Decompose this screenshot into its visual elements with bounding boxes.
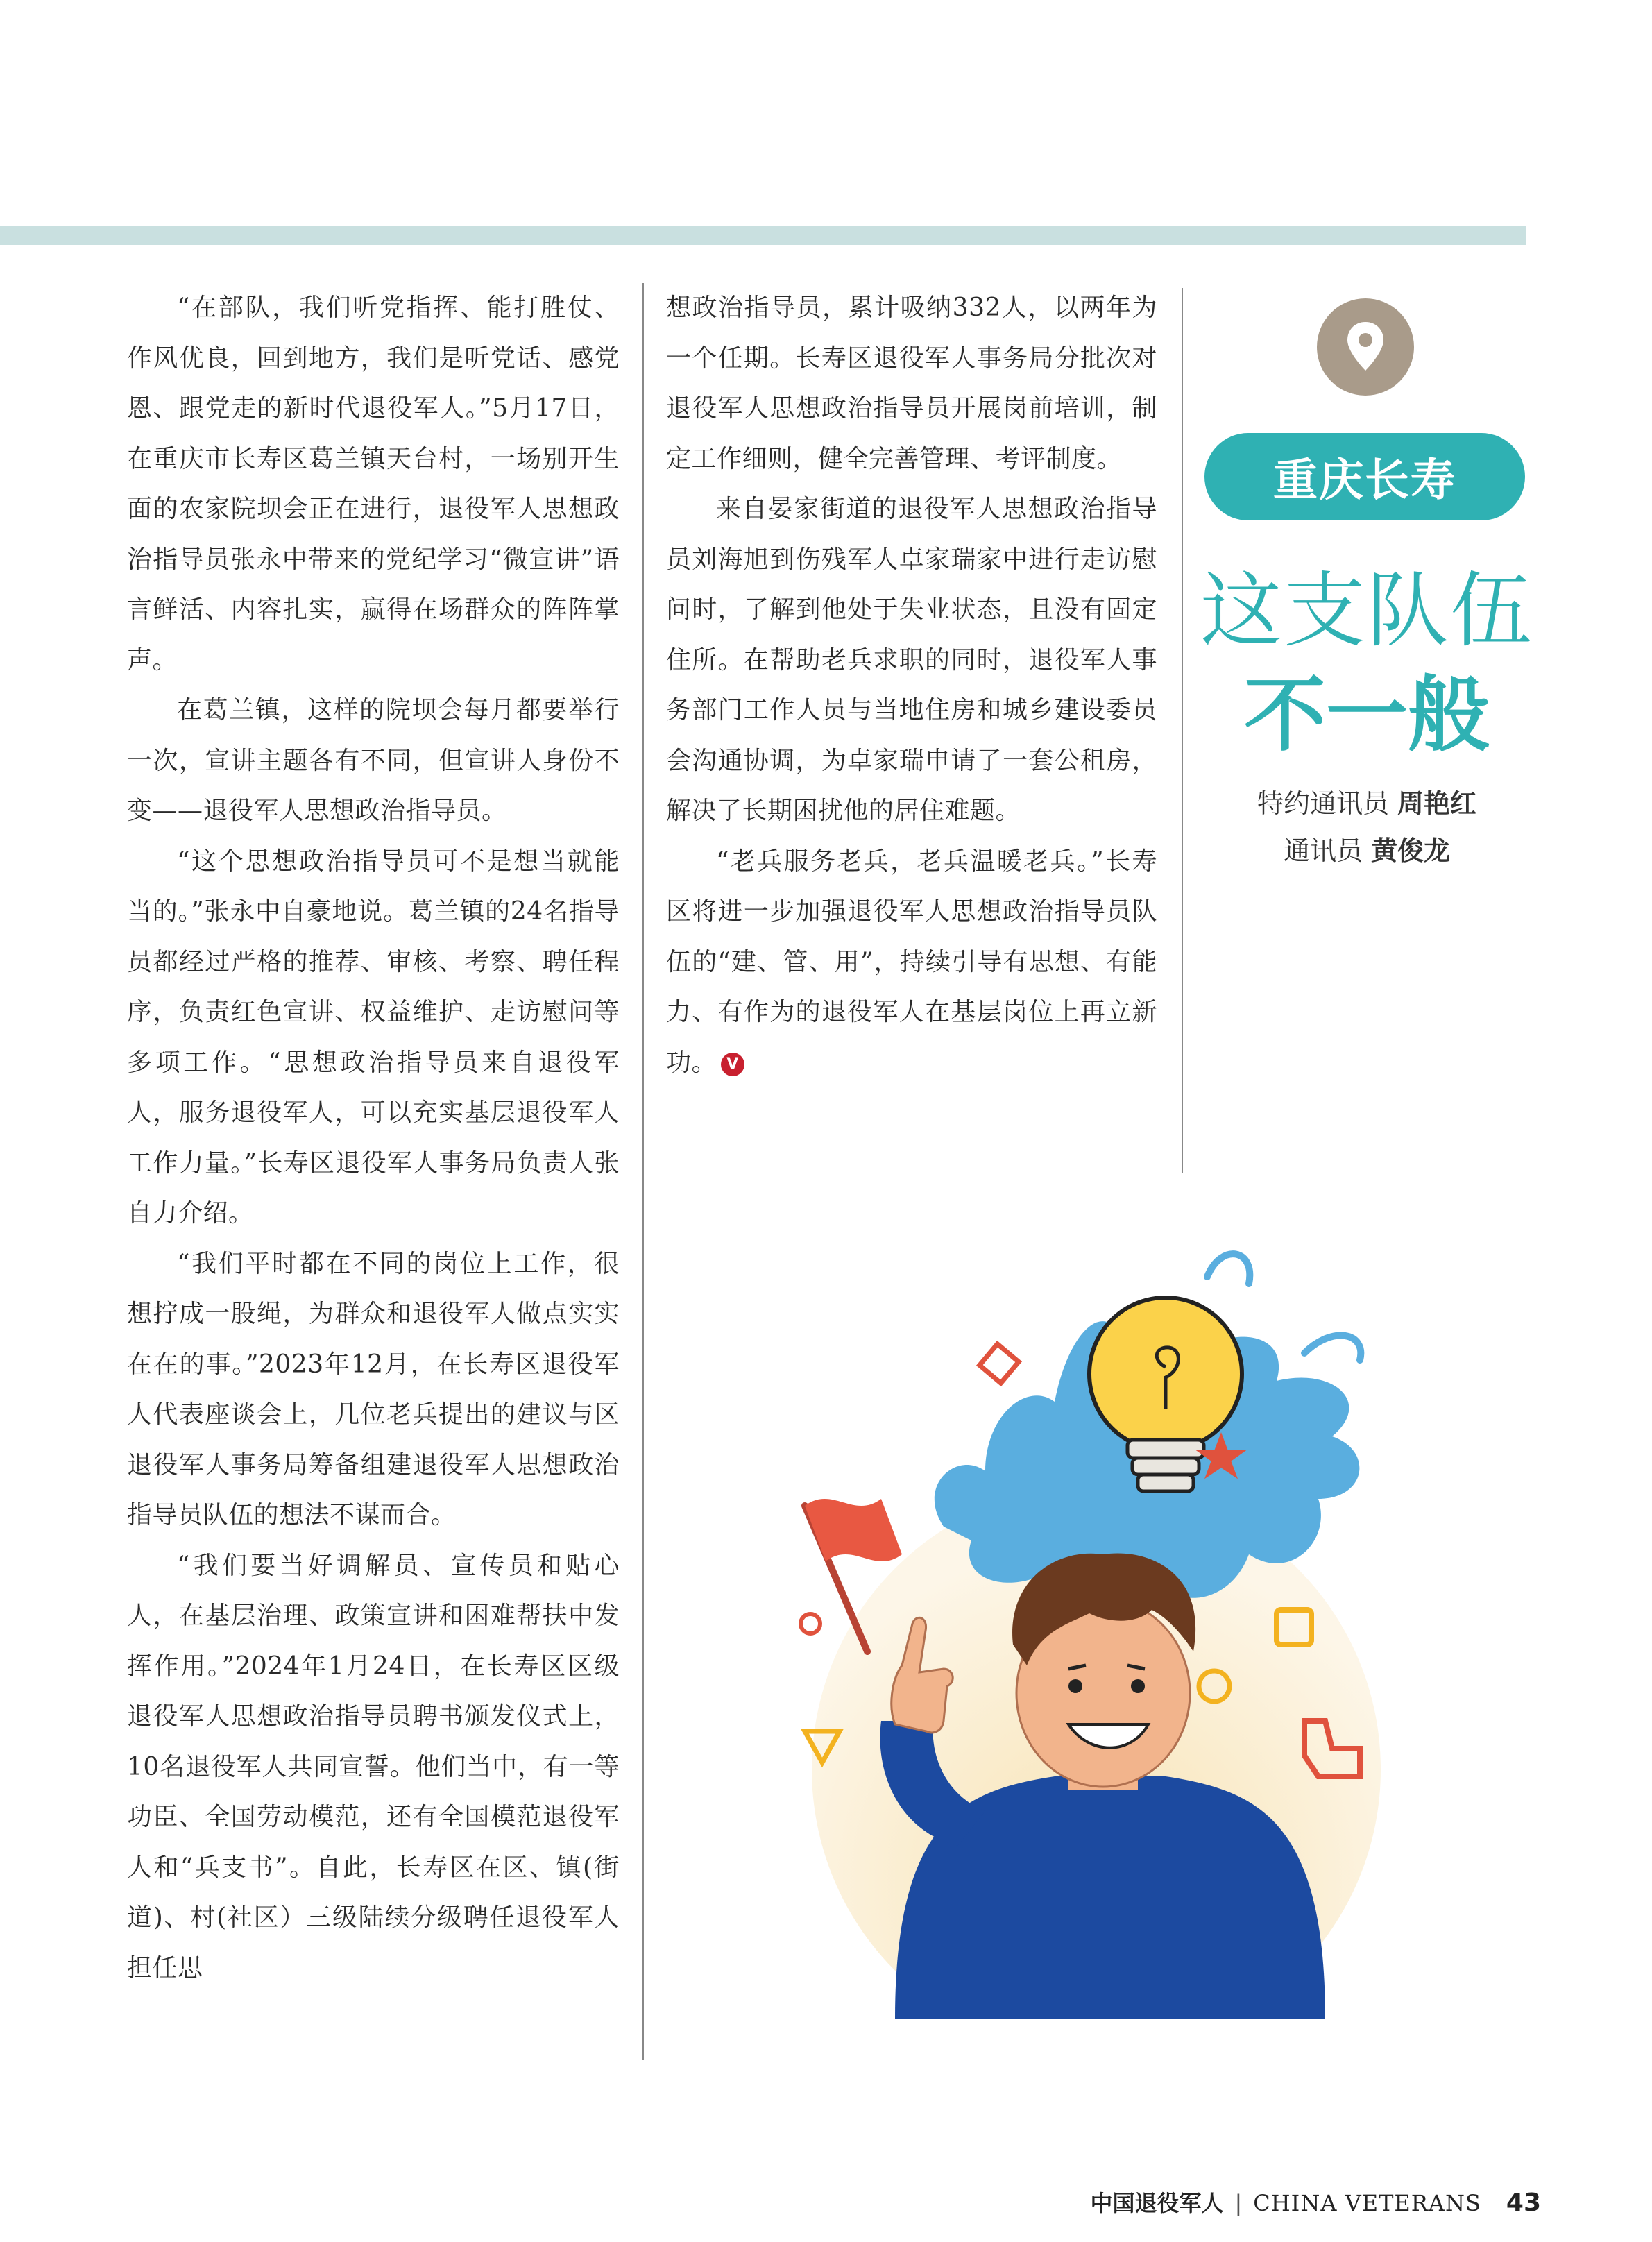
location-pin-icon: [1317, 298, 1414, 396]
footer-separator: |: [1234, 2190, 1243, 2216]
magazine-name: 中国退役军人: [1090, 2190, 1224, 2216]
paragraph: “我们要当好调解员、宣传员和贴心人，在基层治理、政策宣讲和困难帮扶中发挥作用。”2024年1月24日，在长寿区区级退役军人思想政治指导员聘书颁发仪式上，10名退役军人共同宣誓。他们当中，有一等功臣、全国劳动模范，还有全国模范退役军人和“兵支书”。自此，长寿区在区、镇(街道)、村(社区）三级陆续分级聘任退役军人担任思: [127, 1551, 620, 1982]
article-title-line1: 这支队伍: [1200, 563, 1533, 659]
location-label: 重庆长寿: [1204, 433, 1525, 520]
lightbulb-icon: [1089, 1298, 1242, 1450]
byline-role: 通讯员: [1283, 835, 1363, 866]
paragraph: 想政治指导员，累计吸纳332人，以两年为一个任期。长寿区退役军人事务局分批次对退役军人思想政治指导员开展岗前培训，制定工作细则，健全完善管理、考评制度。: [666, 294, 1157, 473]
end-mark-icon: V: [721, 1053, 744, 1076]
article-column-2: [666, 283, 1157, 1088]
paragraph: [666, 837, 1157, 1089]
paragraph: “这个思想政治指导员可不是想当就能当的。”张永中自豪地说。葛兰镇的24名指导员都经过严格的推荐、审核、考察、聘任程序，负责红色宣讲、权益维护、走访慰问等多项工作。“思想政治指导员来自退役军人，服务退役军人，可以充实基层退役军人工作力量。”长寿区退役军人事务局负责人张自力介绍。: [127, 847, 620, 1228]
byline-name: 周艳红: [1397, 788, 1477, 819]
location-pin-badge: [1317, 298, 1414, 396]
paragraph-text: “老兵服务老兵，老兵温暖老兵。”长寿区将进一步加强退役军人思想政治指导员队伍的“建、管、用”，持续引导有思想、有能力、有作为的退役军人在基层岗位上再立新功。: [666, 847, 1157, 1077]
paragraph: “在部队，我们听党指挥、能打胜仗、作风优良，回到地方，我们是听党话、感党恩、跟党走的新时代退役军人。”5月17日，在重庆市长寿区葛兰镇天台村，一场别开生面的农家院坝会正在进行，退役军人思想政治指导员张永中带来的党纪学习“微宣讲”语言鲜活、内容扎实，赢得在场群众的阵阵掌声。: [127, 294, 620, 674]
page-number: 43: [1506, 2189, 1541, 2217]
paragraph: 来自晏家街道的退役军人思想政治指导员刘海旭到伤残军人卓家瑞家中进行走访慰问时，了解到他处于失业状态，且没有固定住所。在帮助老兵求职的同时，退役军人事务部门工作人员与当地住房和城乡建设委员会沟通协调，为卓家瑞申请了一套公租房，解决了长期困扰他的居住难题。: [666, 495, 1157, 825]
paragraph: “我们平时都在不同的岗位上工作，很想拧成一股绳，为群众和退役军人做点实实在在的事。”2023年12月，在长寿区退役军人代表座谈会上，几位老兵提出的建议与区退役军人事务局筹备组建退役军人思想政治指导员队伍的想法不谋而合。: [127, 1249, 620, 1529]
diamond-shape: [980, 1344, 1019, 1383]
article-title-line2: 不一般: [1243, 667, 1490, 763]
byline-role: 特约通讯员: [1257, 788, 1389, 819]
flag-icon: [805, 1499, 902, 1561]
page-footer: [1090, 2186, 1541, 2218]
byline-2: [1180, 829, 1554, 867]
byline-1: [1180, 782, 1554, 820]
byline-name: 黄俊龙: [1371, 835, 1451, 866]
magazine-english-name: CHINA VETERANS: [1253, 2190, 1481, 2216]
paragraph: 在葛兰镇，这样的院坝会每月都要举行一次，宣讲主题各有不同，但宣讲人身份不变——退役军人思想政治指导员。: [127, 696, 620, 825]
article-column-1: [127, 283, 620, 1994]
illustration-idea-veteran: [777, 1221, 1415, 2019]
top-decor-band: [0, 226, 1526, 245]
column-divider: [642, 283, 644, 2060]
